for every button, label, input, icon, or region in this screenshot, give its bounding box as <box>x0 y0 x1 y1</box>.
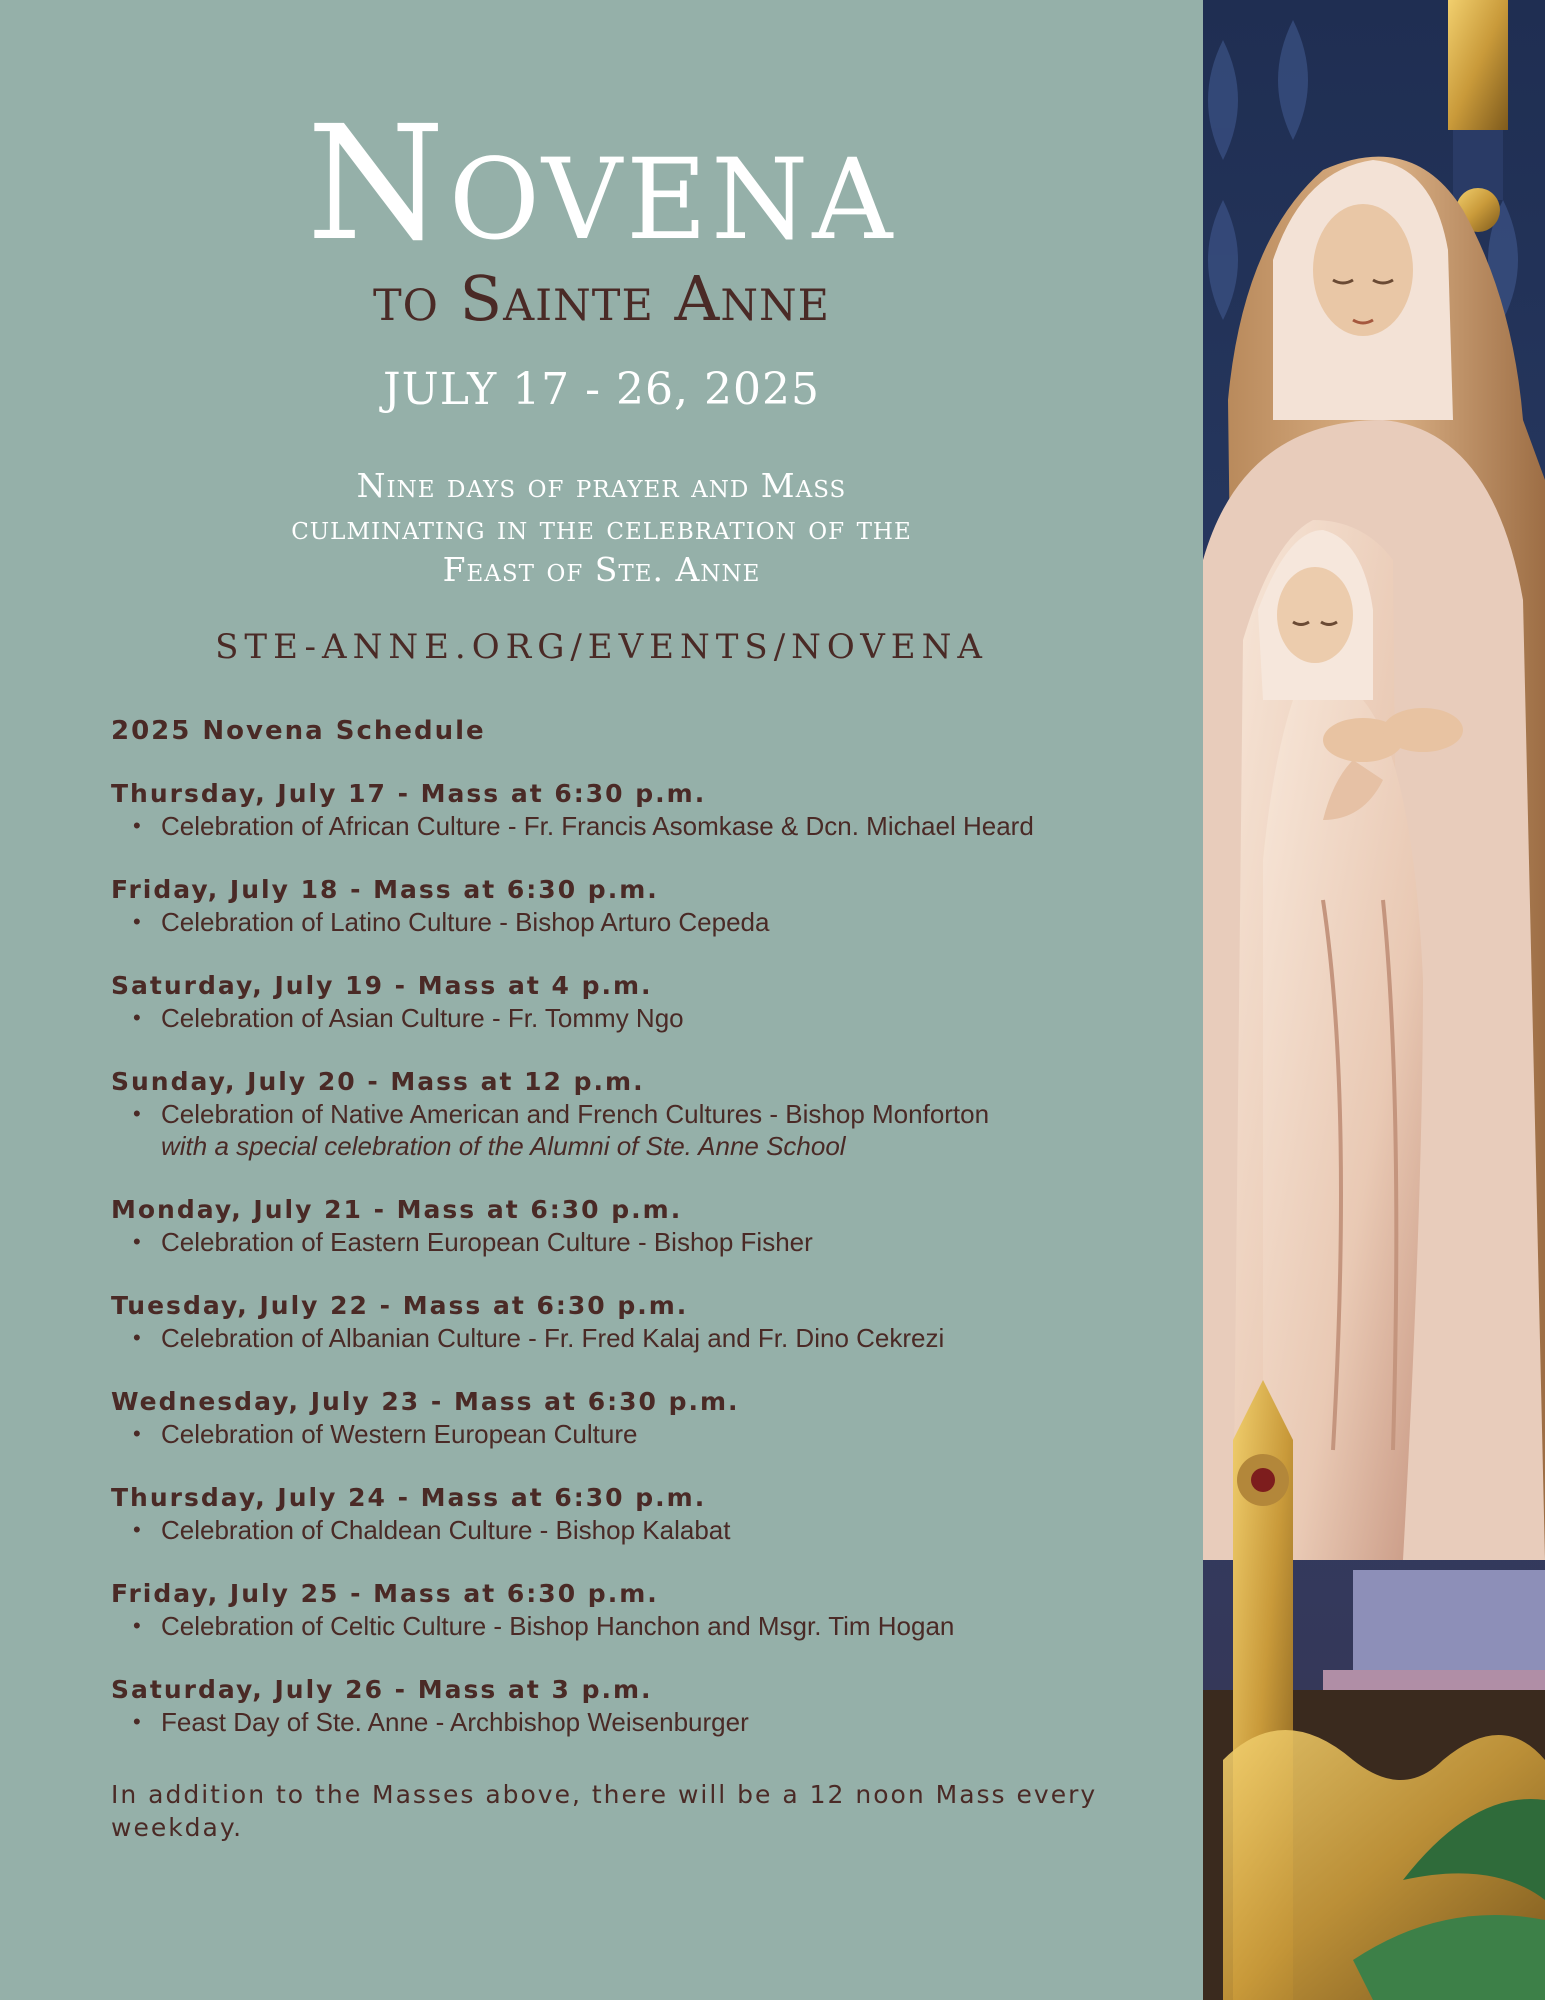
day-item-text: Celebration of Eastern European Culture - Bishop Fisher <box>161 1227 813 1257</box>
day-heading: Saturday, July 19 - Mass at 4 p.m. <box>111 971 653 1000</box>
day-item-text: Celebration of Celtic Culture - Bishop Hanchon and Msgr. Tim Hogan <box>161 1611 955 1641</box>
day-item <box>111 1418 1171 1450</box>
day-item <box>111 810 1171 842</box>
day-item <box>111 1002 1171 1034</box>
schedule-day <box>111 1290 1171 1354</box>
event-url-link[interactable]: STE-ANNE.ORG/EVENTS/NOVENA <box>215 627 988 667</box>
day-item <box>111 1226 1171 1258</box>
day-item-text: Celebration of Albanian Culture - Fr. Fred Kalaj and Fr. Dino Cekrezi <box>161 1323 945 1353</box>
day-heading: Monday, July 21 - Mass at 6:30 p.m. <box>111 1195 683 1224</box>
bullet-icon: • <box>133 1325 141 1350</box>
page-subtitle: to Sainte Anne <box>373 262 830 335</box>
schedule-day <box>111 1578 1171 1642</box>
schedule-day <box>111 1386 1171 1450</box>
day-heading: Thursday, July 17 - Mass at 6:30 p.m. <box>111 779 707 808</box>
day-item <box>111 1098 1171 1130</box>
tagline <box>0 465 1203 591</box>
bullet-icon: • <box>133 1229 141 1254</box>
bullet-icon: • <box>133 1613 141 1638</box>
tagline-line: Nine days of prayer and Mass <box>356 466 847 505</box>
bullet-icon: • <box>133 1101 141 1126</box>
day-item-text: Celebration of Native American and French Cultures - Bishop Monforton <box>161 1099 990 1129</box>
day-item <box>111 1610 1171 1642</box>
schedule-day <box>111 1066 1171 1162</box>
day-heading: Friday, July 18 - Mass at 6:30 p.m. <box>111 875 659 904</box>
day-item <box>111 1514 1171 1546</box>
schedule-heading: 2025 Novena Schedule <box>111 716 486 746</box>
day-item-text: Celebration of Asian Culture - Fr. Tommy Ngo <box>161 1003 684 1033</box>
day-heading: Saturday, July 26 - Mass at 3 p.m. <box>111 1675 653 1704</box>
bullet-icon: • <box>133 813 141 838</box>
day-heading: Sunday, July 20 - Mass at 12 p.m. <box>111 1067 645 1096</box>
bullet-icon: • <box>133 1517 141 1542</box>
day-note: with a special celebration of the Alumni of Ste. Anne School <box>161 1131 846 1161</box>
schedule-day <box>111 1674 1171 1738</box>
page-title: Novena <box>306 92 897 276</box>
statue-image <box>1203 0 1545 2000</box>
tagline-line: culminating in the celebration of the <box>291 508 912 547</box>
day-item-text: Celebration of Chaldean Culture - Bishop Kalabat <box>161 1515 731 1545</box>
footnote: In addition to the Masses above, there will be a 12 noon Mass every weekday. <box>111 1780 1098 1842</box>
tagline-line: Feast of Ste. Anne <box>442 550 761 589</box>
schedule-day <box>111 1194 1171 1258</box>
day-item <box>111 1706 1171 1738</box>
schedule-day <box>111 1482 1171 1546</box>
bullet-icon: • <box>133 909 141 934</box>
schedule <box>111 715 1171 1770</box>
day-item-text: Celebration of Western European Culture <box>161 1419 638 1449</box>
day-heading: Wednesday, July 23 - Mass at 6:30 p.m. <box>111 1387 740 1416</box>
event-dates: JULY 17 - 26, 2025 <box>383 364 820 415</box>
day-item <box>111 906 1171 938</box>
day-heading: Friday, July 25 - Mass at 6:30 p.m. <box>111 1579 659 1608</box>
bullet-icon: • <box>133 1709 141 1734</box>
day-item <box>111 1322 1171 1354</box>
day-item-text: Celebration of African Culture - Fr. Francis Asomkase & Dcn. Michael Heard <box>161 811 1034 841</box>
schedule-day <box>111 970 1171 1034</box>
day-item-text: Celebration of Latino Culture - Bishop Arturo Cepeda <box>161 907 770 937</box>
day-heading: Thursday, July 24 - Mass at 6:30 p.m. <box>111 1483 707 1512</box>
schedule-day <box>111 778 1171 842</box>
schedule-day <box>111 874 1171 938</box>
day-item-text: Feast Day of Ste. Anne - Archbishop Weisenburger <box>161 1707 749 1737</box>
bullet-icon: • <box>133 1005 141 1030</box>
bullet-icon: • <box>133 1421 141 1446</box>
day-heading: Tuesday, July 22 - Mass at 6:30 p.m. <box>111 1291 689 1320</box>
